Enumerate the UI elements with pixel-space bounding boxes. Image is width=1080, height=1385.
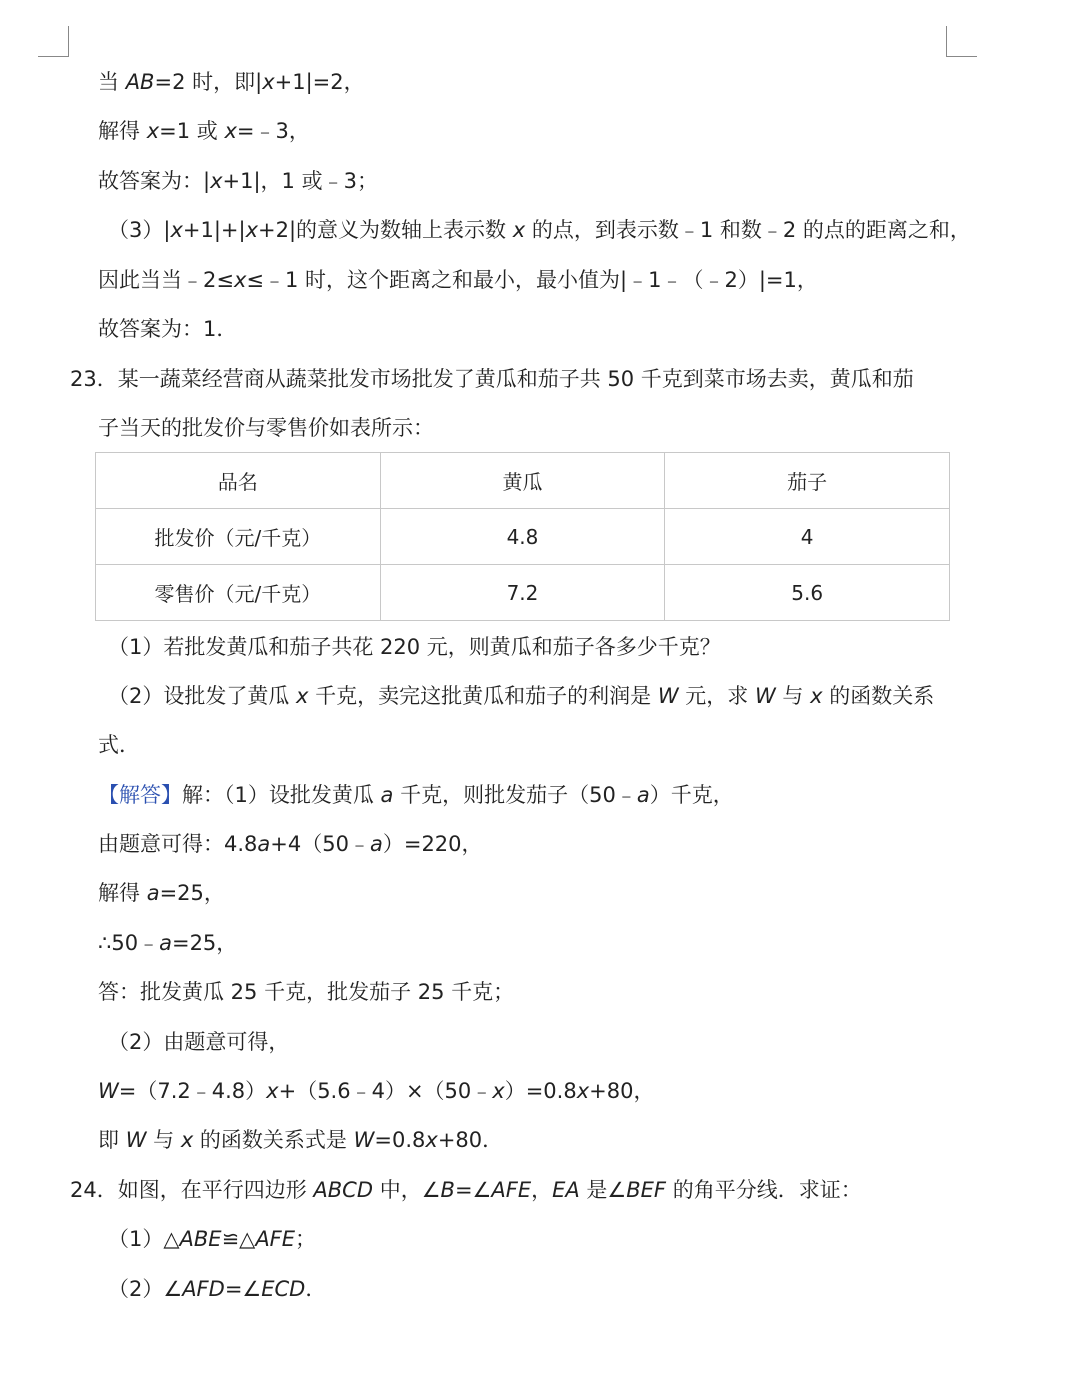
answer-line: 答：批发黄瓜 25 千克，批发茄子 25 千克； — [98, 980, 515, 1004]
question-23-part-1: （1）若批发黄瓜和茄子共花 220 元，则黄瓜和茄子各多少千克？ — [108, 635, 721, 659]
table-cell: 4.8 — [380, 509, 665, 565]
answer-line: 即 W 与 x 的函数关系式是 W=0.8x+80． — [98, 1128, 504, 1152]
solution-line: 故答案为：|x+1|，1 或﹣3； — [98, 169, 378, 193]
answer-line: 由题意可得：4.8a+4（50﹣a）=220， — [98, 832, 483, 856]
table-header-cell: 品名 — [96, 453, 381, 509]
table-cell: 批发价（元/千克） — [96, 509, 381, 565]
page-corner-mark-top-right — [946, 26, 977, 57]
solution-line: 当 AB=2 时，即|x+1|=2， — [98, 70, 365, 94]
answer-line: ∴50﹣a=25， — [98, 931, 238, 955]
question-23-part-2: （2）设批发了黄瓜 x 千克，卖完这批黄瓜和茄子的利润是 W 元，求 W 与 x 的函数关系 — [108, 684, 935, 708]
table-cell: 7.2 — [380, 565, 665, 621]
table-row — [96, 565, 950, 621]
answer-line: （2）由题意可得， — [108, 1030, 290, 1054]
price-table — [95, 452, 950, 621]
solution-line: 因此当当﹣2≤x≤﹣1 时，这个距离之和最小，最小值为|﹣1﹣（﹣2）|=1， — [98, 268, 818, 292]
answer-line: 【解答】解：（1）设批发黄瓜 a 千克，则批发茄子（50﹣a）千克， — [98, 783, 734, 807]
table-cell: 4 — [665, 509, 950, 565]
table-header-row — [96, 453, 950, 509]
question-24-stem: 24．如图，在平行四边形 ABCD 中，∠B=∠AFE，EA 是∠BEF 的角平分线．求证： — [70, 1178, 862, 1202]
question-23-part-2-cont: 式． — [98, 733, 140, 757]
question-24-part-1: （1）△ABE≌△AFE； — [108, 1227, 317, 1251]
table-cell: 零售价（元/千克） — [96, 565, 381, 621]
table-header-cell: 茄子 — [665, 453, 950, 509]
solution-line: 故答案为：1． — [98, 317, 238, 341]
page-corner-mark-top-left — [38, 26, 69, 57]
answer-line: W=（7.2﹣4.8）x+（5.6﹣4）×（50﹣x）=0.8x+80， — [98, 1079, 655, 1103]
table-header-cell: 黄瓜 — [380, 453, 665, 509]
solution-line: 解得 x=1 或 x=﹣3， — [98, 119, 310, 143]
question-23-stem-cont: 子当天的批发价与零售价如表所示： — [98, 416, 434, 440]
answer-tag: 【解答】 — [98, 783, 182, 807]
table-row — [96, 509, 950, 565]
question-24-part-2: （2）∠AFD=∠ECD． — [108, 1277, 327, 1301]
answer-line: 解得 a=25， — [98, 881, 225, 905]
question-23-stem: 23．某一蔬菜经营商从蔬菜批发市场批发了黄瓜和茄子共 50 千克到菜市场去卖，黄瓜和茄 — [70, 367, 914, 391]
solution-line: （3）|x+1|+|x+2|的意义为数轴上表示数 x 的点，到表示数﹣1 和数﹣2 的点的距离之和， — [108, 218, 971, 242]
table-cell: 5.6 — [665, 565, 950, 621]
